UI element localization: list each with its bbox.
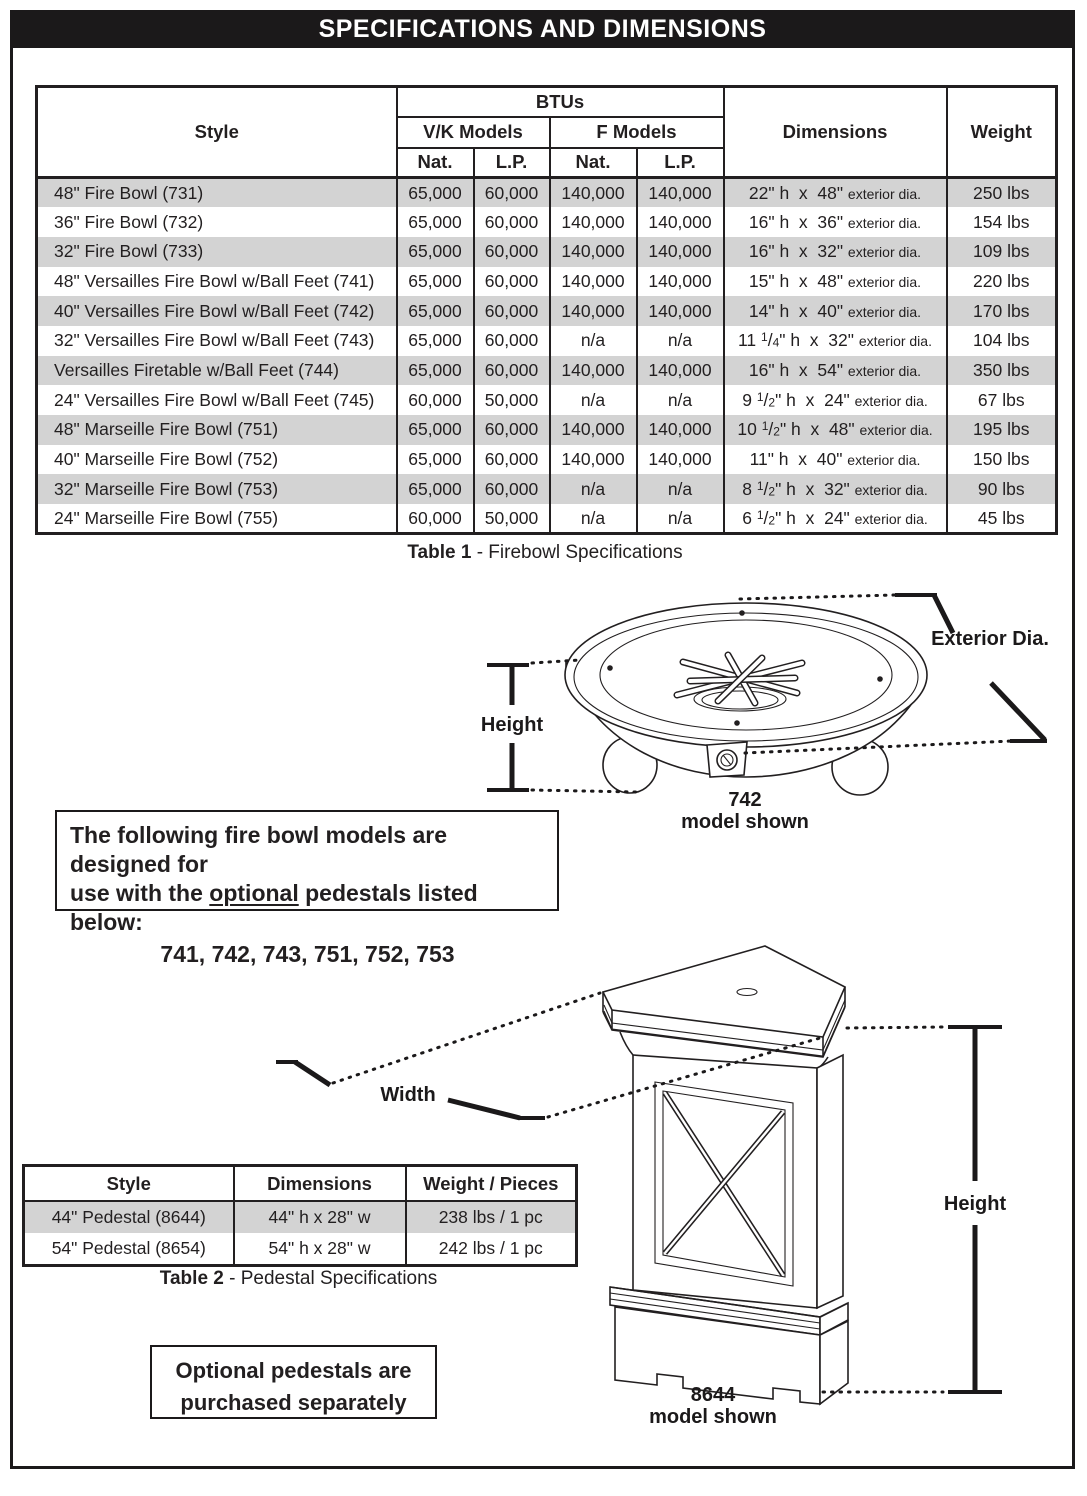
weight-cell: 170 lbs (947, 296, 1057, 326)
table-row (37, 415, 1057, 445)
firebowl-model-shown-label: model shown (681, 811, 809, 833)
note-line-1: The following fire bowl models are designed for (70, 822, 447, 877)
table-row (37, 326, 1057, 356)
col-header-vk-models: V/K Models (397, 117, 550, 148)
t2-col-header-weight-pieces: Weight / Pieces (406, 1166, 577, 1202)
col-header-f-nat: Nat. (550, 148, 637, 178)
style-cell: 40" Versailles Fire Bowl w/Ball Feet (742) (37, 296, 397, 326)
col-header-vk-lp: L.P. (474, 148, 550, 178)
pedestal-spec-table (22, 1164, 578, 1267)
table-row (37, 356, 1057, 386)
col-header-dimensions: Dimensions (724, 87, 947, 178)
f-nat-cell: 140,000 (550, 356, 637, 386)
table-row (37, 237, 1057, 267)
vk-nat-cell: 65,000 (397, 178, 474, 208)
width-dimension-label: Width (380, 1084, 436, 1106)
vk-nat-cell: 65,000 (397, 296, 474, 326)
control-valve-box (707, 742, 747, 777)
style-cell: 32" Fire Bowl (733) (37, 237, 397, 267)
f-nat-cell: 140,000 (550, 415, 637, 445)
weight-cell: 154 lbs (947, 207, 1057, 237)
vk-lp-cell: 60,000 (474, 178, 550, 208)
f-lp-cell: 140,000 (637, 296, 724, 326)
vk-nat-cell: 65,000 (397, 415, 474, 445)
weight-pieces-cell: 242 lbs / 1 pc (406, 1233, 577, 1266)
f-lp-cell: 140,000 (637, 445, 724, 475)
vk-nat-cell: 65,000 (397, 474, 474, 504)
dimensions-cell: 9 $^1$/2" h x 24" exterior dia. (724, 385, 947, 415)
vk-lp-cell: 50,000 (474, 504, 550, 534)
pedestal-height-dimension (823, 1027, 1006, 1392)
dimensions-cell: 22" h x 48" exterior dia. (724, 178, 947, 208)
pedestal-model-shown-label: model shown (649, 1406, 777, 1428)
table-row (37, 474, 1057, 504)
dimensions-cell: 6 $^1$/2" h x 24" exterior dia. (724, 504, 947, 534)
style-cell: 24" Marseille Fire Bowl (755) (37, 504, 397, 534)
vk-nat-cell: 65,000 (397, 445, 474, 475)
f-lp-cell: n/a (637, 385, 724, 415)
f-nat-cell: 140,000 (550, 237, 637, 267)
style-cell: 44" Pedestal (8644) (24, 1201, 234, 1233)
dimensions-cell: 8 $^1$/2" h x 32" exterior dia. (724, 474, 947, 504)
dimensions-cell: 16" h x 54" exterior dia. (724, 356, 947, 386)
f-nat-cell: n/a (550, 474, 637, 504)
table-row (37, 385, 1057, 415)
col-header-f-lp: L.P. (637, 148, 724, 178)
dimensions-cell: 54" h x 28" w (234, 1233, 406, 1266)
vk-nat-cell: 65,000 (397, 267, 474, 297)
t2-col-header-style: Style (24, 1166, 234, 1202)
f-lp-cell: 140,000 (637, 415, 724, 445)
table2-caption-number: Table 2 (159, 1268, 224, 1289)
weight-cell: 90 lbs (947, 474, 1057, 504)
compatible-model-list: 741, 742, 743, 751, 752, 753 (160, 940, 455, 967)
vk-nat-cell: 65,000 (397, 237, 474, 267)
title-bar (10, 10, 1075, 48)
style-cell: 48" Versailles Fire Bowl w/Ball Feet (741) (37, 267, 397, 297)
weight-cell: 109 lbs (947, 237, 1057, 267)
f-lp-cell: 140,000 (637, 178, 724, 208)
optional-underlined: optional (209, 879, 299, 906)
dimensions-cell: 10 $^1$/2" h x 48" exterior dia. (724, 415, 947, 445)
f-nat-cell: 140,000 (550, 445, 637, 475)
pedestal-model-number: 8644 (690, 1384, 736, 1406)
weight-cell: 220 lbs (947, 267, 1057, 297)
dimensions-cell: 15" h x 48" exterior dia. (724, 267, 947, 297)
col-header-weight: Weight (947, 87, 1057, 178)
style-cell: 32" Marseille Fire Bowl (753) (37, 474, 397, 504)
vk-lp-cell: 60,000 (474, 207, 550, 237)
vk-lp-cell: 60,000 (474, 356, 550, 386)
vk-lp-cell: 60,000 (474, 326, 550, 356)
weight-cell: 250 lbs (947, 178, 1057, 208)
vk-nat-cell: 60,000 (397, 504, 474, 534)
table-row (24, 1201, 577, 1233)
style-cell: 48" Marseille Fire Bowl (751) (37, 415, 397, 445)
firebowl-spec-table (35, 85, 1058, 535)
f-lp-cell: 140,000 (637, 237, 724, 267)
vk-nat-cell: 65,000 (397, 356, 474, 386)
f-lp-cell: 140,000 (637, 207, 724, 237)
vk-lp-cell: 60,000 (474, 267, 550, 297)
weight-cell: 104 lbs (947, 326, 1057, 356)
pedestal-height-label: Height (943, 1193, 1007, 1215)
vk-nat-cell: 65,000 (397, 326, 474, 356)
table-row (37, 296, 1057, 326)
purchase-note-line-2: purchased separately (180, 1389, 407, 1415)
weight-cell: 67 lbs (947, 385, 1057, 415)
dimensions-cell: 11" h x 40" exterior dia. (724, 445, 947, 475)
dimensions-cell: 16" h x 32" exterior dia. (724, 237, 947, 267)
style-cell: 48" Fire Bowl (731) (37, 178, 397, 208)
dimensions-cell: 14" h x 40" exterior dia. (724, 296, 947, 326)
pedestal-cap (603, 946, 845, 1069)
vk-lp-cell: 60,000 (474, 415, 550, 445)
vk-lp-cell: 60,000 (474, 237, 550, 267)
table-row (37, 178, 1057, 208)
weight-cell: 195 lbs (947, 415, 1057, 445)
t2-col-header-dimensions: Dimensions (234, 1166, 406, 1202)
weight-cell: 45 lbs (947, 504, 1057, 534)
f-lp-cell: n/a (637, 474, 724, 504)
style-cell: 36" Fire Bowl (732) (37, 207, 397, 237)
weight-pieces-cell: 238 lbs / 1 pc (406, 1201, 577, 1233)
firebowl-model-number: 742 (728, 789, 762, 811)
exterior-dia-label: Exterior Dia. (931, 628, 1049, 650)
firebowl-diagram (440, 575, 1070, 845)
purchase-note (150, 1345, 437, 1419)
dimensions-cell: 11 $^1$/4" h x 32" exterior dia. (724, 326, 947, 356)
col-header-style: Style (37, 87, 397, 178)
f-lp-cell: 140,000 (637, 267, 724, 297)
table-row (37, 504, 1057, 534)
f-nat-cell: 140,000 (550, 178, 637, 208)
pedestal-column (633, 1055, 843, 1308)
table-row (37, 267, 1057, 297)
table1-caption-text: - Firebowl Specifications (471, 542, 683, 563)
style-cell: 40" Marseille Fire Bowl (752) (37, 445, 397, 475)
page-title: SPECIFICATIONS AND DIMENSIONS (318, 14, 767, 43)
table-row (37, 445, 1057, 475)
dimensions-cell: 16" h x 36" exterior dia. (724, 207, 947, 237)
style-cell: 54" Pedestal (8654) (24, 1233, 234, 1266)
f-lp-cell: 140,000 (637, 356, 724, 386)
vk-nat-cell: 60,000 (397, 385, 474, 415)
style-cell: 24" Versailles Fire Bowl w/Ball Feet (745) (37, 385, 397, 415)
vk-lp-cell: 50,000 (474, 385, 550, 415)
col-header-f-models: F Models (550, 117, 724, 148)
style-cell: Versailles Firetable w/Ball Feet (744) (37, 356, 397, 386)
f-nat-cell: n/a (550, 385, 637, 415)
f-lp-cell: n/a (637, 326, 724, 356)
f-nat-cell: 140,000 (550, 267, 637, 297)
vk-lp-cell: 60,000 (474, 445, 550, 475)
table-row (37, 207, 1057, 237)
table1-caption (35, 542, 1055, 564)
vk-lp-cell: 60,000 (474, 296, 550, 326)
pedestal-compatibility-note (55, 810, 559, 967)
note-line-2: use with the optional pedestals listed below: (70, 879, 478, 935)
table-row (24, 1233, 577, 1266)
vk-lp-cell: 60,000 (474, 474, 550, 504)
f-nat-cell: n/a (550, 504, 637, 534)
col-header-vk-nat: Nat. (397, 148, 474, 178)
dimensions-cell: 44" h x 28" w (234, 1201, 406, 1233)
table2-caption-text: - Pedestal Specifications (223, 1268, 438, 1289)
f-nat-cell: 140,000 (550, 296, 637, 326)
weight-cell: 350 lbs (947, 356, 1057, 386)
weight-cell: 150 lbs (947, 445, 1057, 475)
purchase-note-line-1: Optional pedestals are (175, 1358, 412, 1383)
style-cell: 32" Versailles Fire Bowl w/Ball Feet (743) (37, 326, 397, 356)
f-lp-cell: n/a (637, 504, 724, 534)
table1-caption-number: Table 1 (407, 542, 472, 563)
height-dimension-label: Height (480, 714, 544, 736)
vk-nat-cell: 65,000 (397, 207, 474, 237)
f-nat-cell: 140,000 (550, 207, 637, 237)
f-nat-cell: n/a (550, 326, 637, 356)
col-header-btus: BTUs (397, 87, 724, 117)
table2-caption (22, 1268, 575, 1290)
